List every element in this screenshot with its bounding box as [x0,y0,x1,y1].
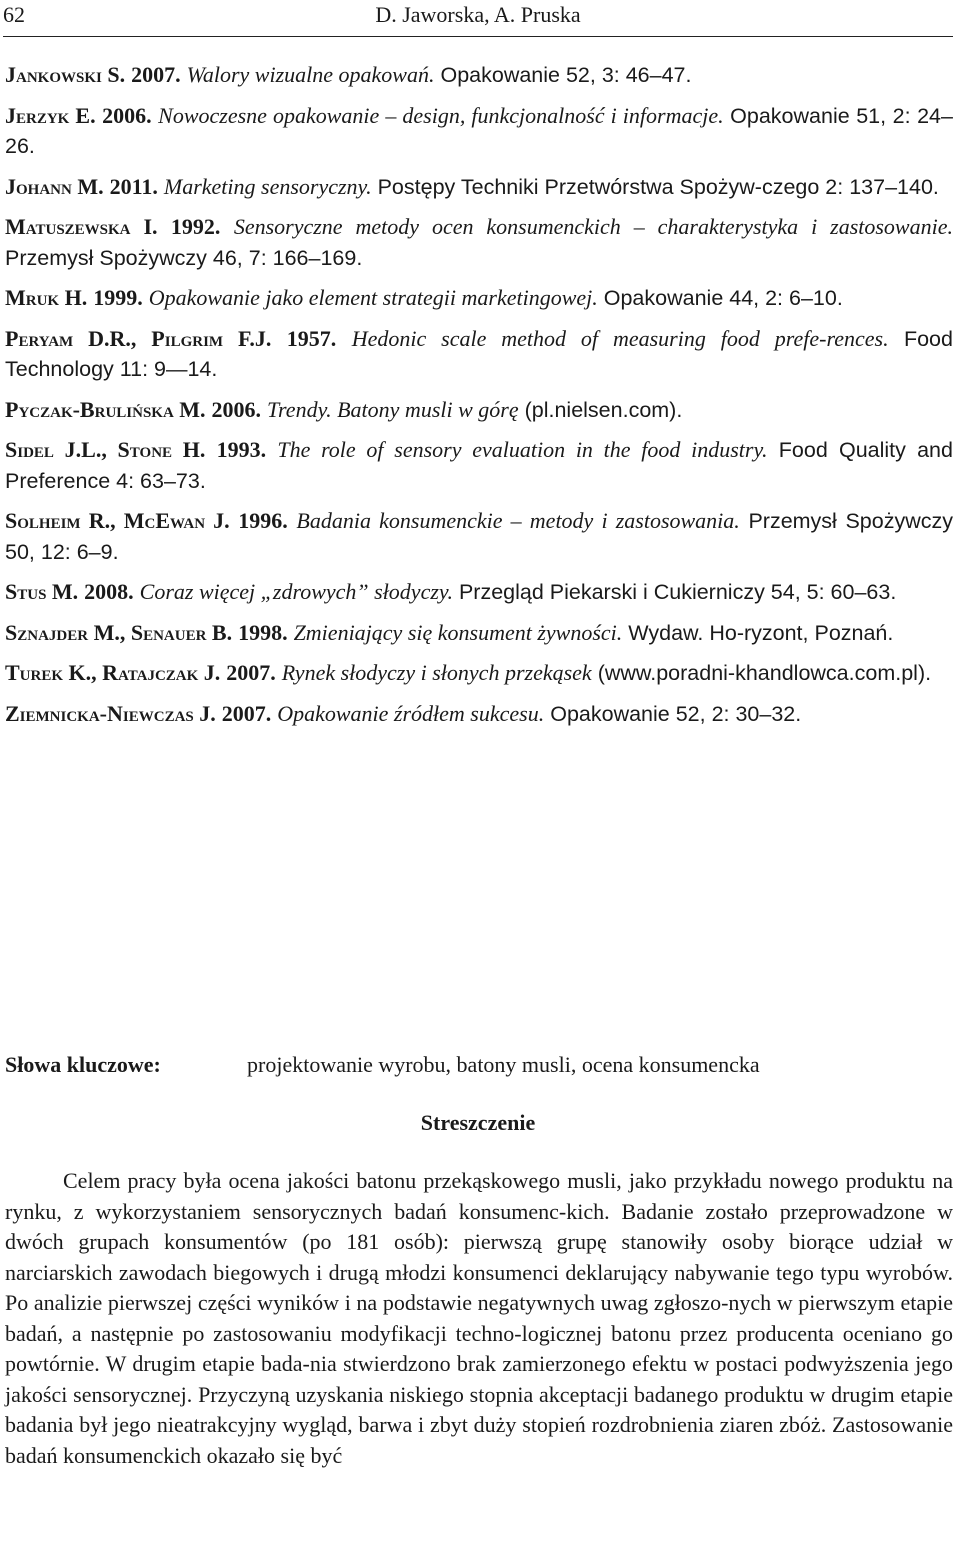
reference-year: 2007. [221,700,272,726]
reference-source: Przegląd Piekarski i Cukierniczy 54, 5: 60–63. [458,580,897,604]
reference-authors: Johann M. [5,173,104,199]
reference-title: Opakowanie jako element strategii marketingowej. [148,285,598,310]
reference-year: 2007. [226,660,276,685]
reference-item [5,506,953,567]
reference-source: Opakowanie 52, 3: 46–47. [440,63,692,87]
reference-list [5,60,953,739]
reference-year: 1999. [93,285,143,310]
reference-source: Przemysł Spożywczy 50, 12: 6–9. [5,509,953,564]
reference-year: 2006. [211,396,262,422]
reference-source: Opakowanie 51, 2: 24–26. [5,103,953,158]
reference-title: Walory wizualne opakowań. [186,62,435,87]
reference-title: Hedonic scale method of measuring food prefe-rences. [351,325,889,351]
reference-authors: Ziemnicka-Niewczas J. [5,700,216,726]
reference-item [5,577,953,608]
running-head-authors: D. Jaworska, A. Pruska [375,2,581,27]
reference-authors: Jankowski S. [5,62,126,87]
reference-item [5,101,953,162]
abstract-paragraph: Celem pracy była ocena jakości batonu przekąskowego musli, jako przykładu nowego produktu na rynku, z wykorzystaniem sensorycznych badań konsumenc-kich. Badanie zostało przeprowadzone w dwóch grupach konsumentów (po 181 osób): pierwszą grupę stanowiły osoby biorące udział w narciarskich zawodach biegowych i drugą młodzi konsumenci deklarujący nabywanie tego typu wyrobów. Po analizie pierwszej części wyników i na podstawie negatywnych uwag zgłoszo-nych w pierwszym etapie badań, a następnie po zastosowaniu modyfikacji techno-logicznej batonu przez producenta oceniano go powtórnie. W drugim etapie bada-nia stwierdzono brak zamierzonego efektu w postaci podwyższenia jego jakości sensorycznej. Przyczyną uzyskania niskiego stopnia akceptacji badanego produktu w drugim etapie badania był jego nieatrakcyjny wygląd, barwa i zbyt duży stopień rozdrobnienia ziaren zbóż. Zastosowanie badań konsumenckich okazało się być [5,1168,953,1468]
reference-title: Rynek słodyczy i słonych przekąsek [281,660,592,685]
reference-year: 1998. [238,619,288,645]
reference-authors: Mruk H. [5,285,88,310]
reference-title: Badania konsumenckie – metody i zastosowania. [296,508,740,533]
reference-item [5,283,953,314]
reference-authors: Turek K., Ratajczak J. [5,660,221,685]
reference-year: 1957. [286,325,337,351]
reference-authors: Jerzyk E. [5,102,96,128]
reference-title: Zmieniający się konsument żywności. [293,619,623,645]
reference-item [5,395,953,426]
reference-item [5,699,953,730]
reference-year: 2006. [102,102,152,128]
reference-source: (www.poradni-khandlowca.com.pl). [597,661,932,685]
reference-item [5,172,953,203]
reference-title: Coraz więcej „zdrowych” słodyczy. [139,579,453,604]
reference-authors: Solheim R., McEwan J. [5,508,230,533]
reference-source: Food Quality and Preference 4: 63–73. [5,438,953,493]
reference-year: 2008. [84,579,134,604]
reference-item [5,658,953,689]
reference-source: Food Technology 11: 9—14. [5,326,953,381]
reference-source: Opakowanie 52, 2: 30–32. [550,701,802,726]
reference-authors: Stus M. [5,579,79,604]
reference-source: Opakowanie 44, 2: 6–10. [603,286,843,310]
reference-title: Marketing sensoryczny. [163,173,372,199]
reference-year: 1996. [238,508,288,533]
reference-source: (pl.nielsen.com). [524,397,683,422]
reference-year: 1992. [170,214,221,239]
reference-item [5,324,953,385]
reference-year: 2011. [109,173,158,199]
reference-authors: Matuszewska I. [5,214,158,239]
reference-authors: Sidel J.L., Stone H. [5,437,206,462]
reference-year: 1993. [216,437,267,462]
page-number: 62 [3,2,25,27]
reference-authors: Sznajder M., Senauer B. [5,619,233,645]
reference-title: Opakowanie źródłem sukcesu. [277,700,545,726]
reference-item [5,212,953,273]
reference-title: The role of sensory evaluation in the food industry. [277,437,768,462]
header-rule [3,36,953,37]
running-head [3,0,953,30]
reference-source: Wydaw. Ho-ryzont, Poznań. [628,620,894,645]
reference-title: Sensoryczne metody ocen konsumenckich – charakterystyka i zastosowanie. [233,214,953,239]
reference-year: 2007. [131,62,181,87]
reference-item [5,60,953,91]
reference-title: Nowoczesne opakowanie – design, funkcjonalność i informacje. [158,102,724,128]
reference-title: Trendy. Batony musli w górę [267,396,519,422]
reference-authors: Pyczak-Brulińska M. [5,396,206,422]
reference-source: Przemysł Spożywczy 46, 7: 166–169. [5,245,363,270]
keywords-value: projektowanie wyrobu, batony musli, ocena konsumencka [247,1052,760,1077]
keywords-label: Słowa kluczowe: [5,1052,161,1077]
reference-authors: Peryam D.R., Pilgrim F.J. [5,325,272,351]
summary-heading: Streszczenie [420,1110,536,1135]
reference-item [5,435,953,496]
reference-item [5,618,953,649]
reference-source: Postępy Techniki Przetwórstwa Spożyw-czego 2: 137–140. [377,174,939,199]
